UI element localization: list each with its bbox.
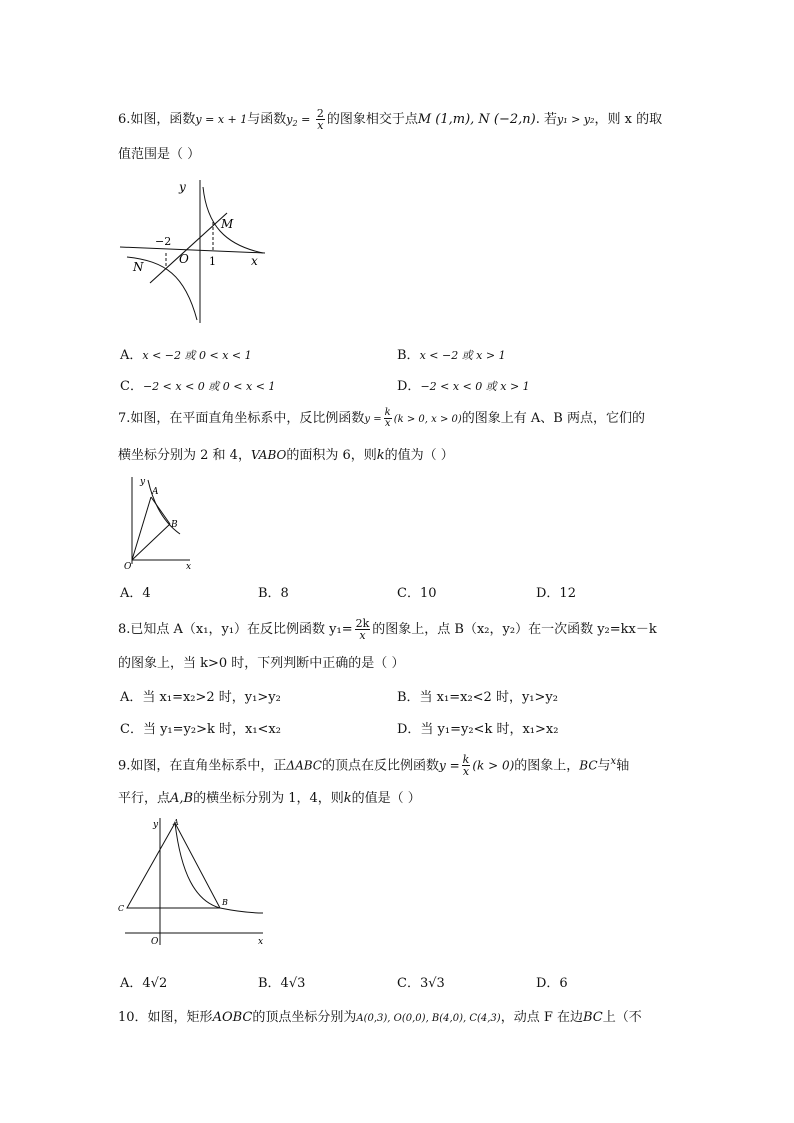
q6-option-c[interactable]: C．−2 < x < 0 或 0 < x < 1 — [120, 379, 276, 394]
q9-triangle — [127, 823, 220, 908]
q9-option-d[interactable]: D．6 — [536, 976, 568, 991]
q9-option-b[interactable]: B．4√3 — [258, 976, 306, 991]
q6-label-origin: O — [179, 252, 189, 266]
q7-label-y: y — [140, 477, 146, 487]
q7-line2: 横坐标分别为 2 和 4，VABO的面积为 6，则k的值为（ ） — [118, 448, 454, 463]
q9-label-b: B — [222, 898, 228, 907]
q8-number: 8. — [118, 622, 131, 637]
q6-graph — [115, 175, 275, 325]
q6-text-5: ，则 x 的取 — [594, 112, 663, 127]
q6-text-1: 如图，函数 — [130, 112, 196, 127]
q6-text-3: 的图象相交于点 — [326, 112, 418, 127]
q6-label-one: 1 — [209, 255, 216, 268]
q6-condition: y₁ > y₂ — [557, 113, 595, 126]
q6-label-n: N — [133, 260, 144, 274]
q6-x-axis — [120, 247, 265, 253]
q8-option-d[interactable]: D．当 y₁=y₂<k 时，x₁>x₂ — [397, 722, 559, 737]
q8-option-a[interactable]: A．当 x₁=x₂>2 时，y₁>y₂ — [120, 690, 281, 705]
q6-function-1: y = x + 1 — [195, 113, 248, 126]
q9-line1: 9.如图，在直角坐标系中，正ΔABC的顶点在反比例函数y = $\frac{k}{x}$ (k > 0)的图象上，BC与$^x$轴 — [118, 753, 630, 779]
q9-graph — [115, 813, 270, 948]
q8-option-b[interactable]: B．当 x₁=x₂<2 时，y₁>y₂ — [397, 690, 558, 705]
q6-line — [150, 213, 227, 283]
q9-option-a[interactable]: A．4√2 — [120, 976, 168, 991]
q6-text-2: 与函数 — [247, 112, 287, 127]
q8-fraction: $\frac{2k}{x}$ — [355, 617, 370, 642]
q6-label-m: M — [221, 217, 234, 231]
q6-points: M (1,m), N (−2,n) — [417, 112, 536, 127]
q9-fraction: $\frac{k}{x}$ — [462, 753, 470, 779]
q7-option-a[interactable]: A．4 — [120, 586, 151, 601]
q8-line1: 8.已知点 A（x₁，y₁）在反比例函数 y₁= $\frac{2k}{x}$ 的图象上，点 B（x₂，y₂）在一次函数 y₂=kx－k — [118, 617, 657, 642]
q10-number: 10． — [118, 1010, 148, 1025]
q7-option-d[interactable]: D．12 — [536, 586, 576, 601]
q7-option-c[interactable]: C．10 — [397, 586, 437, 601]
q9-option-c[interactable]: C．3√3 — [397, 976, 445, 991]
q6-text-4: . 若 — [535, 112, 557, 127]
q10-line1: 10．如图，矩形AOBC的顶点坐标分别为A(0,3), O(0,0), B(4,0), C(4,3)，动点 F 在边BC上（不 — [118, 1010, 642, 1025]
q6-line1 — [118, 108, 662, 134]
q9-label-a: A — [173, 818, 179, 827]
q7-graph — [118, 472, 198, 572]
q6-label-neg2: −2 — [155, 235, 172, 248]
q6-option-a[interactable]: A．x < −2 或 0 < x < 1 — [120, 348, 252, 363]
q9-label-x: x — [258, 937, 264, 947]
q6-fraction: $\frac{2}{x}$ — [316, 107, 324, 132]
q9-label-origin: O — [151, 937, 159, 947]
q6-line2: 值范围是（ ） — [118, 147, 201, 162]
q9-number: 9. — [118, 758, 131, 774]
q9-line2: 平行，点A,B的横坐标分别为 1，4，则k的值是（ ） — [118, 791, 421, 806]
q7-ab — [151, 497, 170, 524]
q7-option-b[interactable]: B．8 — [258, 586, 289, 601]
q7-label-origin: O — [124, 562, 132, 572]
q6-function-2: $y_2$ = — [286, 113, 314, 129]
q9-hyperbola — [175, 823, 263, 913]
q9-label-y: y — [153, 820, 159, 830]
q7-label-a: A — [152, 487, 159, 497]
q6-option-d[interactable]: D．−2 < x < 0 或 x > 1 — [397, 379, 530, 394]
q6-number: 6. — [118, 112, 131, 127]
q7-fraction: $\frac{k}{x}$ — [384, 407, 391, 429]
q7-line1: 7.如图，在平面直角坐标系中，反比例函数y = $\frac{k}{x}$ (k > 0, x > 0)的图象上有 A、B 两点，它们的 — [118, 407, 645, 429]
q7-label-b: B — [171, 520, 178, 530]
q8-option-c[interactable]: C．当 y₁=y₂>k 时，x₁<x₂ — [120, 722, 281, 737]
q6-label-x: x — [251, 254, 258, 268]
q7-number: 7. — [118, 411, 131, 426]
q8-line2: 的图象上，当 k>0 时，下列判断中正确的是（ ） — [118, 656, 405, 671]
q6-label-y: y — [179, 180, 186, 194]
q6-option-b[interactable]: B．x < −2 或 x > 1 — [397, 348, 506, 363]
q9-label-c: C — [118, 904, 125, 913]
q7-label-x: x — [186, 562, 192, 572]
